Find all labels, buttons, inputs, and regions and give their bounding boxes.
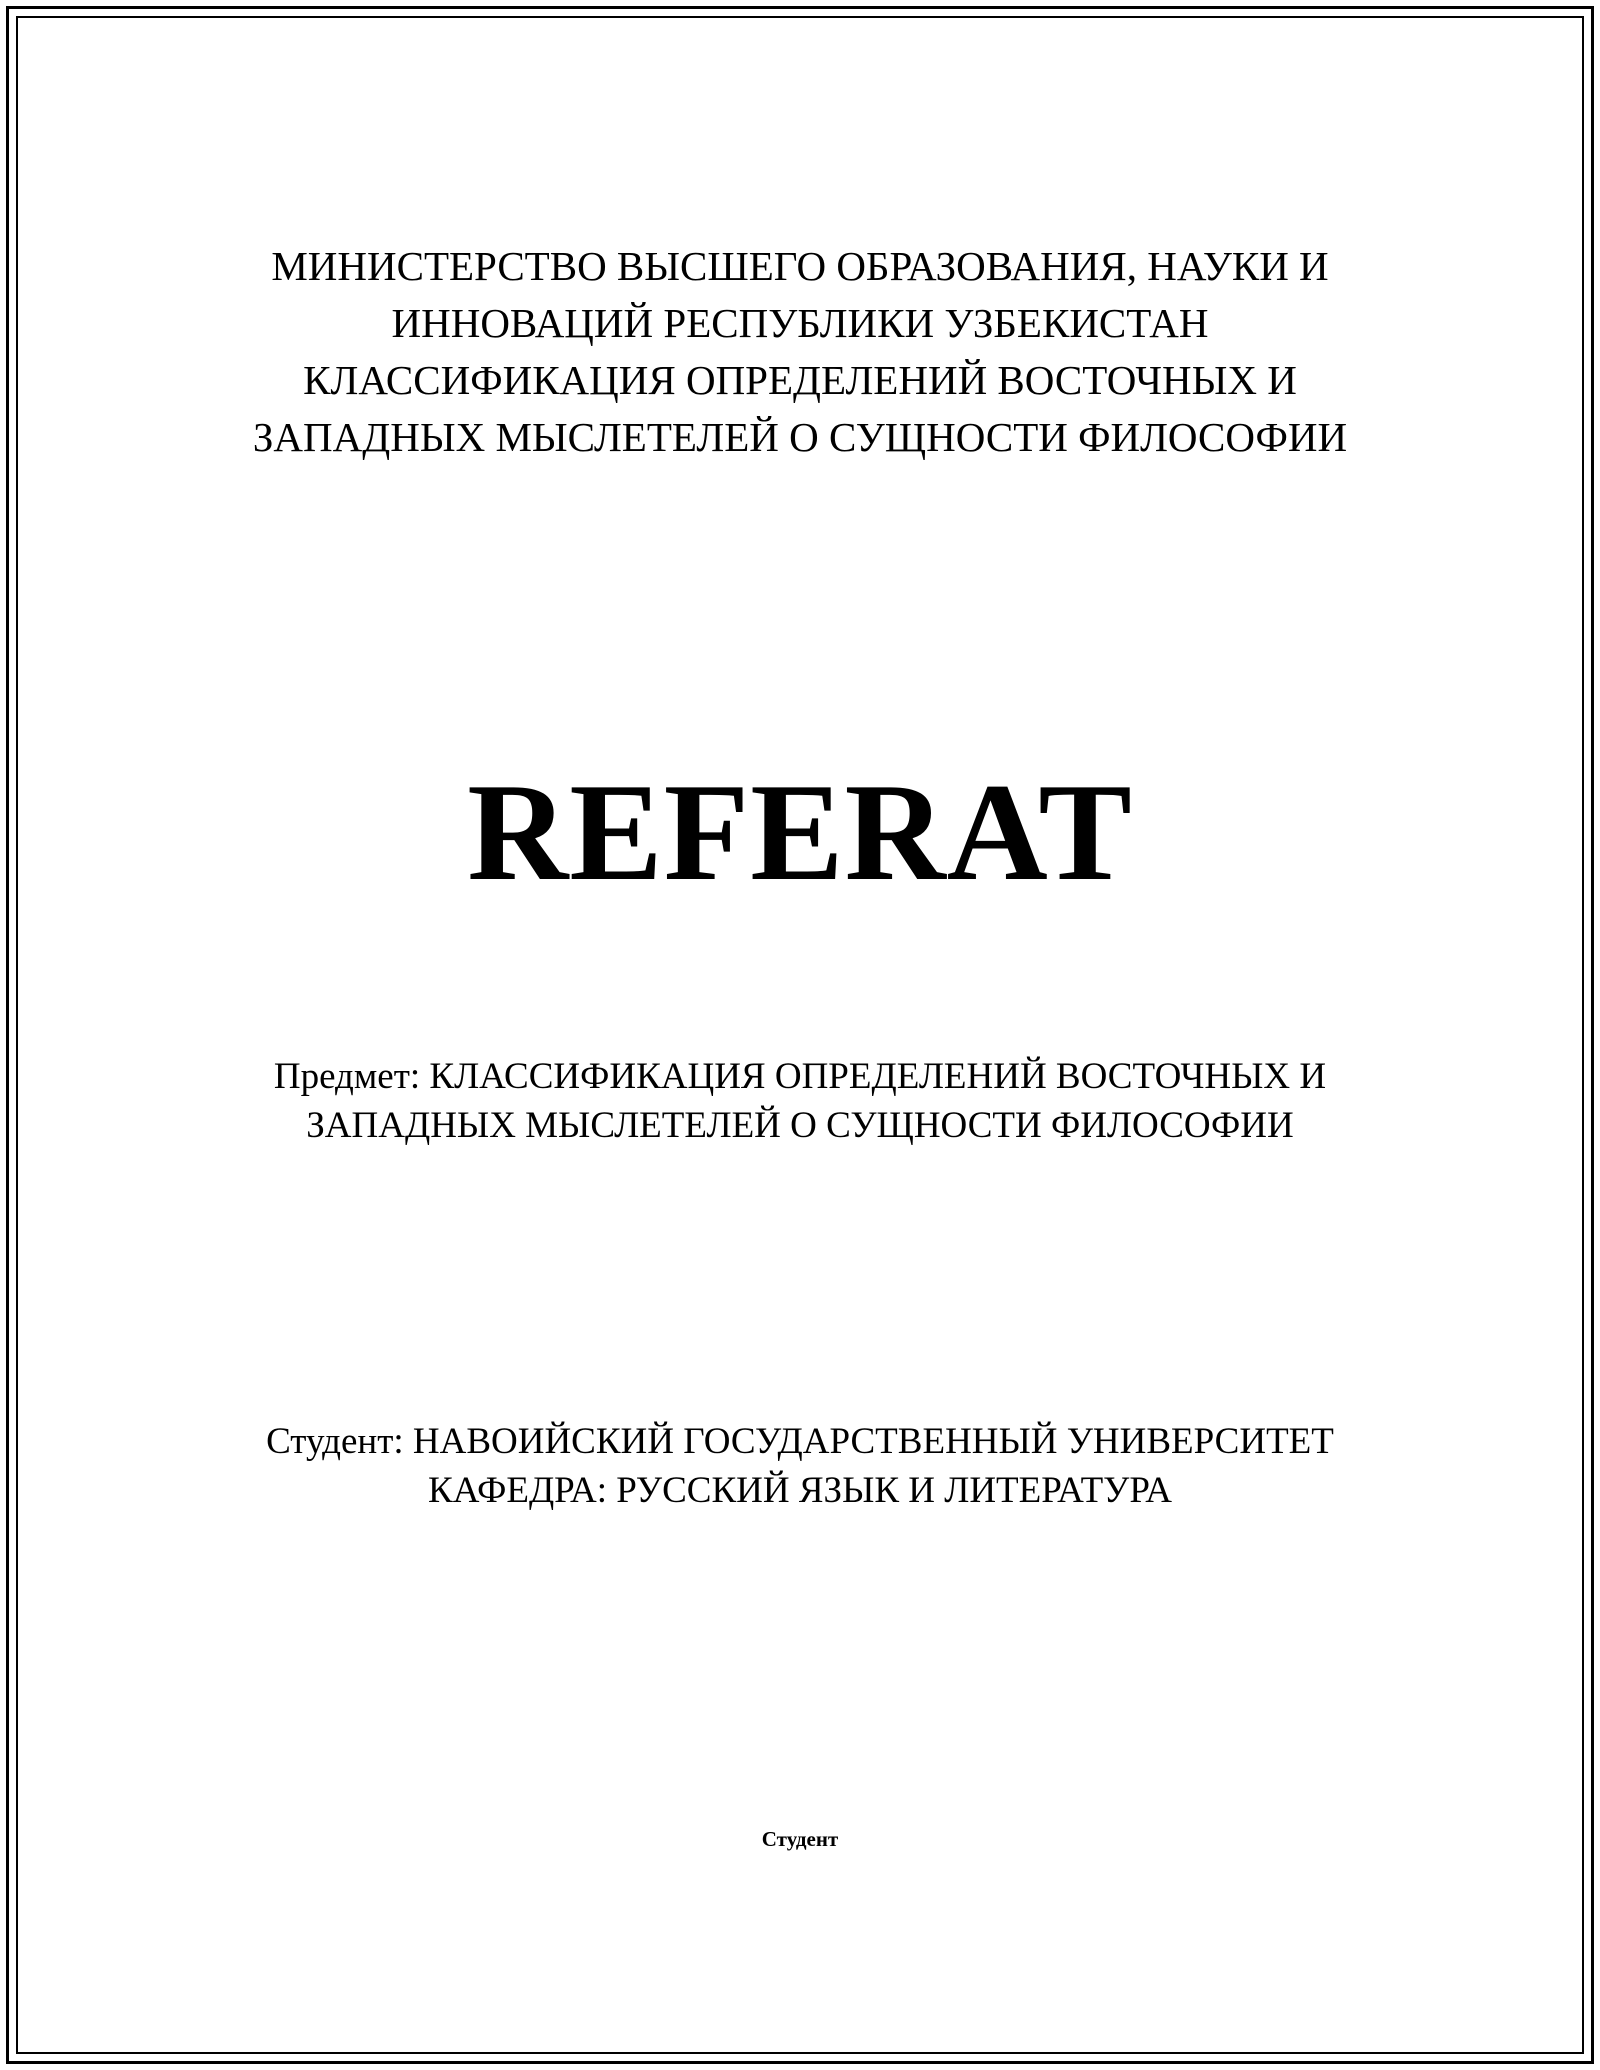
student-info-block [0, 1417, 1600, 1515]
header-line-2: ИННОВАЦИЙ РЕСПУБЛИКИ УЗБЕКИСТАН [391, 300, 1209, 346]
header-line-4: ЗАПАДНЫХ МЫСЛЕТЕЛЕЙ О СУЩНОСТИ ФИЛОСОФИИ [252, 414, 1348, 460]
student-line-1: Студент: НАВОИЙСКИЙ ГОСУДАРСТВЕННЫЙ УНИВЕРСИТЕТ [266, 1421, 1334, 1462]
header-line-1: МИНИСТЕРСТВО ВЫСШЕГО ОБРАЗОВАНИЯ, НАУКИ И [271, 243, 1329, 289]
subject-line-1: Предмет: КЛАССИФИКАЦИЯ ОПРЕДЕЛЕНИЙ ВОСТОЧНЫХ И [273, 1056, 1327, 1097]
student-line-2: КАФЕДРА: РУССКИЙ ЯЗЫК И ЛИТЕРАТУРА [428, 1470, 1172, 1511]
document-title: REFERAT [467, 755, 1133, 910]
subject-line-2: ЗАПАДНЫХ МЫСЛЕТЕЛЕЙ О СУЩНОСТИ ФИЛОСОФИИ [306, 1105, 1294, 1146]
header-line-3: КЛАССИФИКАЦИЯ ОПРЕДЕЛЕНИЙ ВОСТОЧНЫХ И [303, 357, 1297, 403]
ministry-header [0, 238, 1600, 466]
subject-block [0, 1052, 1600, 1150]
footer-student-label: Студент [761, 1827, 839, 1851]
